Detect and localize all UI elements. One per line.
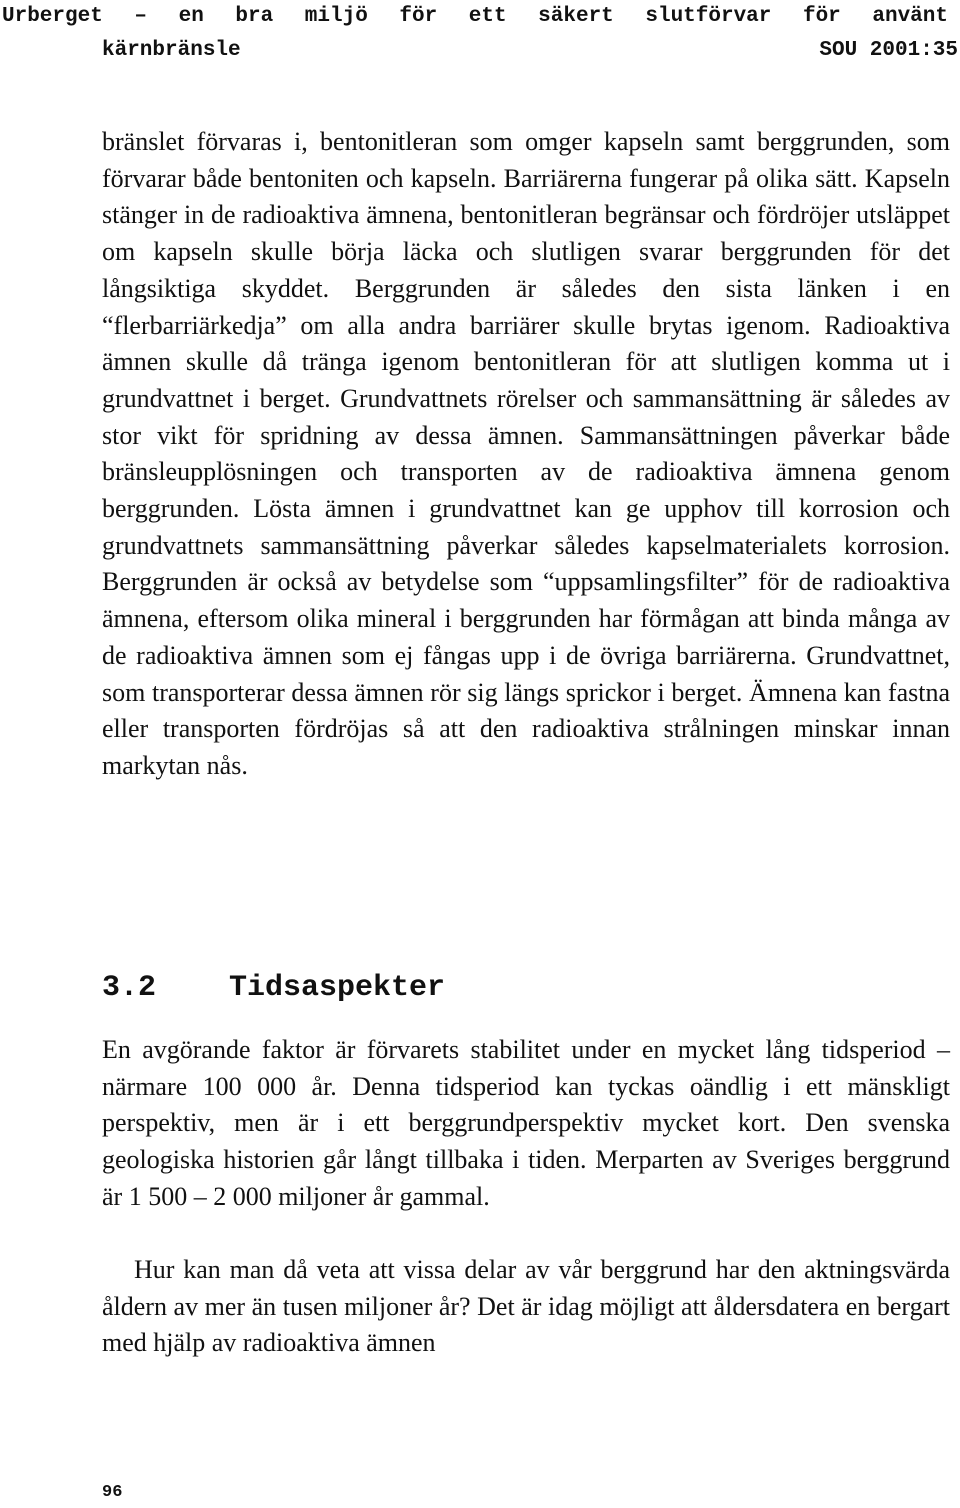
- body-paragraph: bränslet förvaras i, bentonitleran som omger kapseln samt berggrunden, som förvarar både bentoniten och kapseln. Barriärerna fungerar på olika sätt. Kapseln stänger in de radioaktiva ämnena, bentonitleran begränsar och fördröjer utsläppet om kapseln skulle börja läcka och slutligen svarar berggrunden för det långsiktiga skyddet. Berggrunden är således den sista länken i en “flerbarriärkedja” om alla andra barriärer skulle brytas igenom. Radioaktiva ämnen skulle då tränga igenom bentonitleran för att slutligen komma ut i grundvattnet i berget. Grundvattnets rörelser och sammansättning är således av stor vikt för spridning av dessa ämnen. Sammansättningen påverkar både bränsleupplösningen och transporten av de radioaktiva ämnena genom berggrunden. Lösta ämnen i grundvattnet kan ge upphov till korrosion och grundvattnets sammansättning påverkar således kapselmaterialets korrosion. Berggrunden är också av betydelse som “uppsamlingsfilter” för de radioaktiva ämnena, eftersom olika mineral i berggrunden har förmågan att binda många av de radioaktiva ämnen som ej fångas upp i de övriga barriärerna. Grundvattnet, som transporterar dessa ämnen rör sig längs sprickor i berget. Ämnena kan fastna eller transporten fördröjas så att den radioaktiva strålningen minskar innan markytan nås.: [102, 127, 950, 780]
- header-title-word: säkert: [538, 5, 614, 28]
- report-id: SOU 2001:35: [819, 39, 958, 62]
- header-second-line: [0, 34, 960, 68]
- section-number: 3.2: [102, 971, 157, 1005]
- header-title-word: ett: [468, 5, 507, 28]
- header-title-word: för: [399, 5, 438, 28]
- header-title-word: använt: [872, 5, 948, 28]
- page-number: 96: [102, 1483, 123, 1502]
- body-paragraph: En avgörande faktor är förvarets stabilitet under en mycket lång tidsperiod – närmare 100 000 år. Denna tidsperiod kan tyckas oändlig i ett mänskligt perspektiv, men är i ett berggrundperspektiv mycket kort. Den svenska geologiska historien går långt tillbaka i tiden. Merparten av Sveriges berggrund är 1 500 – 2 000 miljoner år gammal.: [102, 1035, 950, 1211]
- section-heading: [102, 966, 445, 1010]
- header-title-line: [0, 0, 960, 34]
- section-title: Tidsaspekter: [229, 971, 446, 1005]
- header-title-word: –: [134, 5, 148, 28]
- header-title-word: Urberget: [2, 5, 103, 28]
- header-title-word: en: [178, 5, 204, 28]
- running-header: [0, 0, 960, 68]
- header-title-word: bra: [235, 5, 274, 28]
- header-title-word: för: [802, 5, 841, 28]
- header-title-continuation: kärnbränsle: [102, 39, 241, 62]
- header-title-word: slutförvar: [645, 5, 772, 28]
- body-paragraph: Hur kan man då veta att vissa delar av vår berggrund har den aktningsvärda åldern av mer än tusen miljoner år? Det är idag möjligt att åldersdatera en bergart med hjälp av radioaktiva ämnen: [102, 1255, 950, 1358]
- header-title-word: miljö: [304, 5, 368, 28]
